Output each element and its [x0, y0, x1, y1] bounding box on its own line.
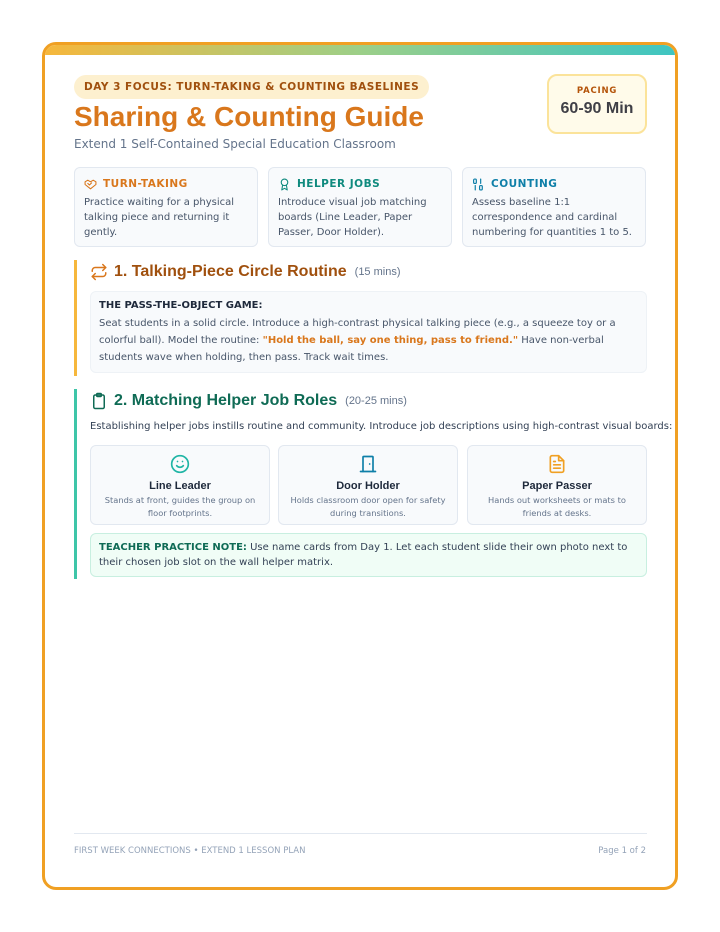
focus-title: TURN-TAKING — [103, 178, 188, 190]
note-label: TEACHER PRACTICE NOTE: — [99, 542, 247, 553]
focus-card-counting — [462, 167, 646, 247]
job-card-line-leader — [90, 445, 270, 525]
smile-icon — [170, 454, 190, 474]
job-desc: Holds classroom door open for safety during transitions. — [290, 495, 446, 518]
game-text — [99, 315, 638, 366]
teacher-note-box — [90, 533, 647, 577]
gradient-top-bar — [45, 45, 675, 55]
day-focus-badge: DAY 3 FOCUS: TURN-TAKING & COUNTING BASELINES — [74, 75, 429, 99]
footer-divider — [74, 833, 647, 834]
focus-text: Practice waiting for a physical talking piece and returning it gently. — [84, 197, 234, 238]
job-card-door-holder — [278, 445, 458, 525]
page-title: Sharing & Counting Guide — [74, 101, 424, 132]
pacing-value: 60-90 Min — [560, 100, 634, 117]
job-title: Line Leader — [149, 480, 211, 492]
section-duration: (15 mins) — [354, 266, 401, 278]
section-duration: (20-25 mins) — [345, 395, 407, 407]
section-title: 2. Matching Helper Job Roles — [114, 392, 338, 409]
pacing-label: PACING — [576, 86, 618, 96]
job-desc: Stands at front, guides the group on floor footprints. — [104, 495, 256, 518]
game-text-intro: Seat students in a solid circle. Introduce a high-contrast physical talking piece (e.g., a squeeze toy or a colorful ball). Model the routine: — [99, 318, 616, 346]
note-text: Use name cards from Day 1. Let each student slide their own photo next to their chosen job slot on the wall helper matrix. — [99, 542, 628, 568]
clipboard-icon — [90, 392, 108, 410]
footer-title: FIRST WEEK CONNECTIONS • EXTEND 1 LESSON PLAN — [74, 846, 306, 856]
door-icon — [358, 454, 378, 474]
focus-title: COUNTING — [491, 178, 558, 190]
routine-quote: "Hold the ball, say one thing, pass to friend." — [262, 335, 519, 346]
game-text-end: Have non-verbal students wave when holding, then pass. Track wait times. — [99, 335, 604, 363]
focus-card-helper-jobs — [268, 167, 452, 247]
page-number: Page 1 of 2 — [598, 846, 646, 856]
pacing-box — [547, 74, 647, 134]
job-card-paper-passer — [467, 445, 647, 525]
section-helper-jobs — [74, 389, 673, 579]
file-text-icon — [547, 454, 567, 474]
job-title: Paper Passer — [522, 480, 592, 492]
focus-title: HELPER JOBS — [297, 178, 381, 190]
binary-icon — [472, 178, 485, 191]
award-icon — [278, 178, 291, 191]
focus-text: Introduce visual job matching boards (Line Leader, Paper Passer, Door Holder). — [278, 197, 427, 238]
focus-card-turn-taking — [74, 167, 258, 247]
section-title: 1. Talking-Piece Circle Routine — [114, 263, 347, 280]
handshake-icon — [84, 178, 97, 191]
job-desc: Hands out worksheets or mats to friends at desks. — [488, 495, 626, 518]
repeat-icon — [90, 263, 108, 281]
lesson-page — [42, 42, 678, 890]
focus-text: Assess baseline 1:1 correspondence and cardinal numbering for quantities 1 to 5. — [472, 197, 632, 238]
section-intro: Establishing helper jobs instills routine and community. Introduce job descriptions using high-contrast visual boards: — [90, 421, 673, 432]
section-talking-piece — [74, 260, 647, 376]
game-title: THE PASS-THE-OBJECT GAME: — [99, 300, 263, 311]
game-description-box — [90, 291, 647, 373]
page-subtitle: Extend 1 Self-Contained Special Education Classroom — [74, 137, 396, 151]
job-title: Door Holder — [336, 480, 400, 492]
